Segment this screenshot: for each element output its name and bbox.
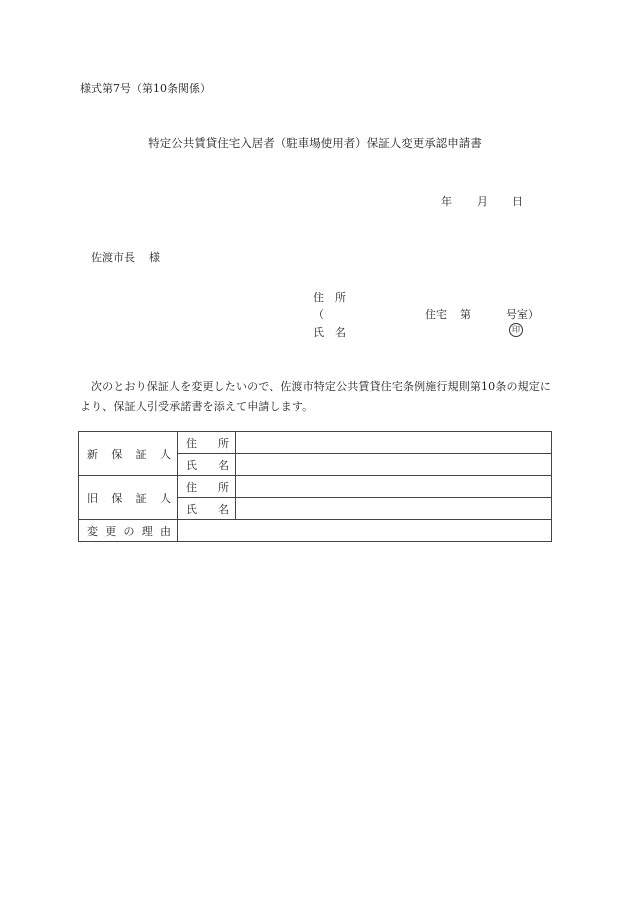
- old-address-field[interactable]: [236, 476, 552, 498]
- new-guarantor-header: 新 保 証 人: [79, 432, 178, 476]
- guarantor-table: [78, 431, 552, 542]
- reason-header: 変 更 の 理 由: [79, 520, 178, 542]
- table-row: [79, 520, 552, 542]
- new-name-label: 氏 名: [178, 454, 236, 476]
- day-label: 日: [512, 195, 523, 208]
- new-address-label: 住 所: [178, 432, 236, 454]
- recipient: [91, 249, 160, 265]
- old-guarantor-header: 旧 保 証 人: [79, 476, 178, 520]
- old-name-label: 氏 名: [178, 498, 236, 520]
- new-name-field[interactable]: [236, 454, 552, 476]
- old-name-field[interactable]: [236, 498, 552, 520]
- year-label: 年: [441, 195, 452, 208]
- document-title: 特定公共賃貸住宅入居者（駐車場使用者）保証人変更承認申請書: [148, 136, 482, 150]
- table-row: [79, 432, 552, 454]
- number-label: 第: [460, 308, 471, 321]
- body-paragraph: 次のとおり保証人を変更したいので、佐渡市特定公共賃貸住宅条例施行規則第10条の規定により、保証人引受承諾書を添えて申請します。: [80, 380, 552, 413]
- reason-field[interactable]: [178, 520, 552, 542]
- old-address-label: 住 所: [178, 476, 236, 498]
- housing-label: 住宅: [425, 308, 447, 321]
- applicant-paren-open: （: [313, 308, 324, 321]
- month-label: 月: [477, 195, 488, 208]
- room-label: 号室）: [506, 308, 539, 321]
- table-row: [79, 476, 552, 498]
- recipient-name: 佐渡市長: [91, 251, 135, 264]
- recipient-honorific: 様: [149, 251, 160, 264]
- applicant-address-label: 住 所: [313, 291, 346, 304]
- new-address-field[interactable]: [236, 432, 552, 454]
- seal-mark: 印: [509, 323, 523, 337]
- applicant-name-label: 氏 名: [313, 326, 346, 339]
- form-number: 様式第7号（第10条関係）: [80, 82, 211, 95]
